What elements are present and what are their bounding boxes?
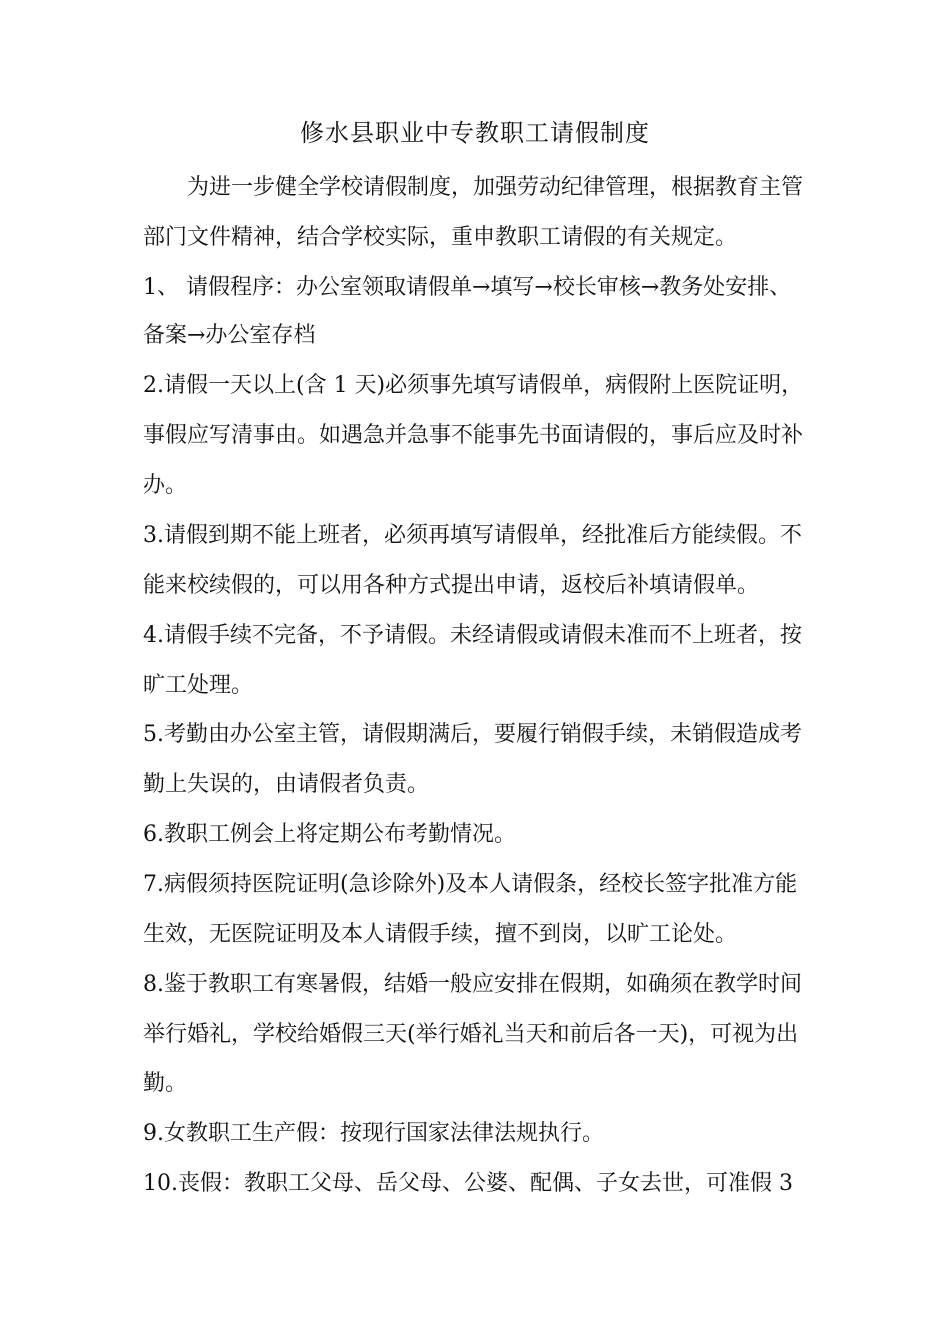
- body-line: 7.病假须持医院证明(急诊除外)及本人请假条，经校长签字批准方能: [143, 872, 798, 897]
- body-line: 备案→办公室存档: [143, 323, 316, 348]
- document-title: 修水县职业中专教职工请假制度: [300, 119, 650, 147]
- body-line: 能来校续假的，可以用各种方式提出申请，返校后补填请假单。: [143, 573, 760, 598]
- body-line: 9.女教职工生产假：按现行国家法律法规执行。: [143, 1121, 604, 1146]
- body-line: 6.教职工例会上将定期公布考勤情况。: [143, 822, 516, 847]
- body-line: 10.丧假：教职工父母、岳父母、公婆、配偶、子女去世，可准假 3: [143, 1171, 793, 1196]
- body-line: 事假应写清事由。如遇急并急事不能事先书面请假的，事后应及时补: [143, 423, 804, 448]
- body-line: 4.请假手续不完备，不予请假。未经请假或请假未准而不上班者，按: [143, 623, 802, 648]
- body-line: 为进一步健全学校请假制度，加强劳动纪律管理，根据教育主管: [187, 175, 804, 200]
- body-line: 部门文件精神，结合学校实际，重申教职工请假的有关规定。: [143, 225, 738, 250]
- body-line: 办。: [143, 473, 188, 498]
- body-line: 2.请假一天以上(含 1 天)必须事先填写请假单，病假附上医院证明，: [143, 373, 804, 398]
- body-line: 勤上失误的，由请假者负责。: [143, 772, 430, 797]
- body-line: 举行婚礼，学校给婚假三天(举行婚礼当天和前后各一天)，可视为出: [143, 1022, 799, 1047]
- body-line: 生效，无医院证明及本人请假手续，擅不到岗，以旷工论处。: [143, 922, 738, 947]
- body-line: 旷工处理。: [143, 673, 254, 698]
- body-line: 8.鉴于教职工有寒暑假，结婚一般应安排在假期，如确须在教学时间: [143, 972, 802, 997]
- body-line: 勤。: [143, 1071, 188, 1096]
- body-line: 1、 请假程序：办公室领取请假单→填写→校长审核→教务处安排、: [143, 275, 792, 300]
- body-line: 3.请假到期不能上班者，必须再填写请假单，经批准后方能续假。不: [143, 523, 802, 548]
- body-line: 5.考勤由办公室主管，请假期满后，要履行销假手续，未销假造成考: [143, 722, 802, 747]
